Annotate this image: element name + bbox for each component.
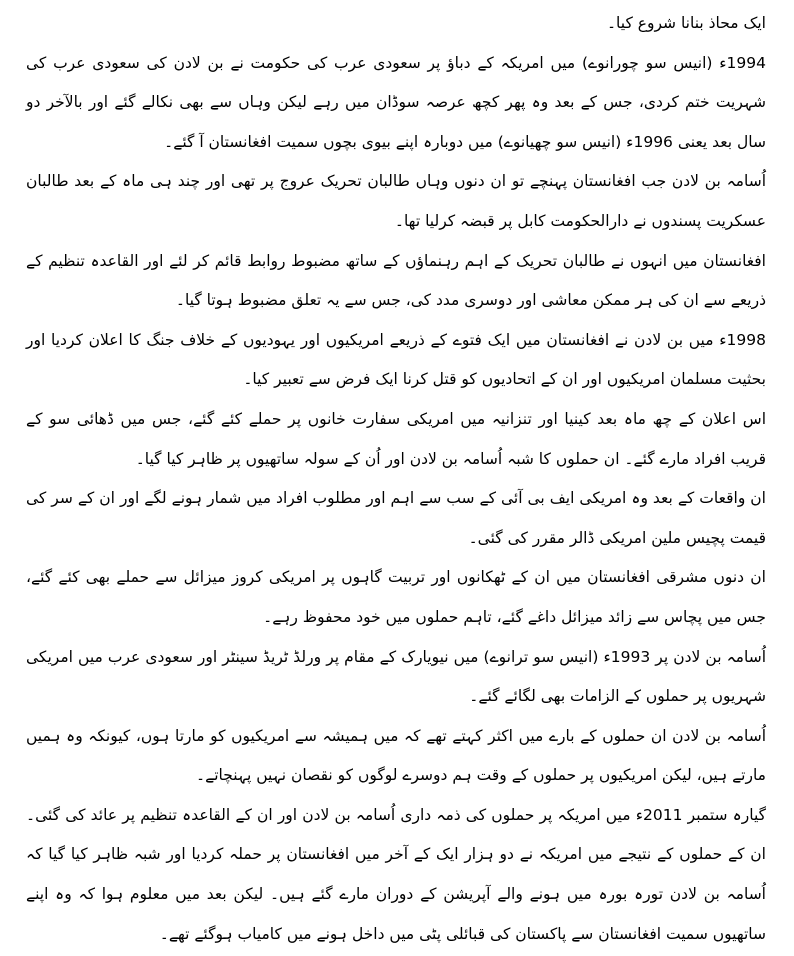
paragraph-1: ایک محاذ بنانا شروع کیا۔ <box>606 14 766 32</box>
paragraph-6: اس اعلان کے چھ ماہ بعد کینیا اور تنزانیہ میں امریکی سفارت خانوں پر حملے کئے گئے، جس میں ڈھائی سو کے قریب افراد مارے گئے۔ ان حملوں کا شبہ اُسامہ بن لادن اور اُن کے سولہ ساتھیوں پر ظاہر کیا گیا۔ <box>26 409 766 468</box>
paragraph-8: ان دنوں مشرقی افغانستان میں ان کے ٹھکانوں اور تربیت گاہوں پر امریکی کروز میزائل سے حملے بھی کئے گئے، جس میں پچاس سے زائد میزائل داغے گئے، تاہم حملوں میں خود محفوظ رہے۔ <box>26 568 766 626</box>
paragraph-7: ان واقعات کے بعد وہ امریکی ایف بی آئی کے سب سے اہم اور مطلوب افراد میں شمار ہونے لگے اور ان کے سر کی قیمت پچیس ملین امریکی ڈالر مقرر کی گئی۔ <box>26 489 766 547</box>
paragraph-11: گیارہ ستمبر 2011ء میں امریکہ پر حملوں کی ذمہ داری اُسامہ بن لادن اور ان کے القاعدہ تنظیم پر عائد کی گئی۔ ان کے حملوں کے نتیجے میں امریکہ نے دو ہزار ایک کے آخر میں افغانستان پر حملہ کردیا اور شبہ ظاہر کیا گیا کہ اُسامہ بن لادن تورہ بورہ میں ہونے والے آپریشن کے دوران مارے گئے ہیں۔ لیکن بعد میں معلوم ہوا کہ وہ اپنے ساتھیوں سمیت افغانستان سے پاکستان کی قبائلی پٹی میں داخل ہونے میں کامیاب ہوگئے تھے۔ <box>26 805 767 943</box>
paragraph-10: اُسامہ بن لادن ان حملوں کے بارے میں اکثر کہتے تھے کہ میں ہمیشہ سے امریکیوں کو مارتا ہوں، کیونکہ وہ ہمیں مارتے ہیں، لیکن امریکیوں پر حملوں کے وقت ہم دوسرے لوگوں کو نقصان نہیں پہنچاتے۔ <box>26 726 766 785</box>
paragraph-2: 1994ء (انیس سو چورانوے) میں امریکہ کے دباؤ پر سعودی عرب کی حکومت نے بن لادن کی سعودی عرب کی شہریت ختم کردی، جس کے بعد وہ پھر کچھ عرصہ سوڈان میں رہے لیکن وہاں سے بھی نکالے گئے اور بالآخر دو سال بعد یعنی 1996ء (انیس سو چھیانوے) میں دوبارہ اپنے بیوی بچوں سمیت افغانستان آ گئے۔ <box>26 53 766 151</box>
paragraph-9: اُسامہ بن لادن پر 1993ء (انیس سو ترانوے) میں نیویارک کے مقام پر ورلڈ ٹریڈ سینٹر اور سعودی عرب میں امریکی شہریوں پر حملوں کے الزامات بھی لگائے گئے۔ <box>26 647 766 706</box>
paragraph-3: اُسامہ بن لادن جب افغانستان پہنچے تو ان دنوں وہاں طالبان تحریک عروج پر تھی اور چند ہی ماہ کے بعد طالبان عسکریت پسندوں نے دارالحکومت کابل پر قبضہ کرلیا تھا۔ <box>26 172 766 230</box>
paragraph-4: افغانستان میں انہوں نے طالبان تحریک کے اہم رہنماؤں کے ساتھ مضبوط روابط قائم کر لئے اور القاعدہ تنظیم کے ذریعے سے ان کی ہر ممکن معاشی اور دوسری مدد کی، جس سے یہ تعلق مضبوط ہوتا گیا۔ <box>26 251 766 310</box>
paragraph-5: 1998ء میں بن لادن نے افغانستان میں ایک فتوے کے ذریعے امریکیوں اور یہودیوں کے خلاف جنگ کا اعلان کردیا اور بحثیت مسلمان امریکیوں اور ان کے اتحادیوں کو قتل کرنا ایک فرض سے تعبیر کیا۔ <box>26 330 766 389</box>
